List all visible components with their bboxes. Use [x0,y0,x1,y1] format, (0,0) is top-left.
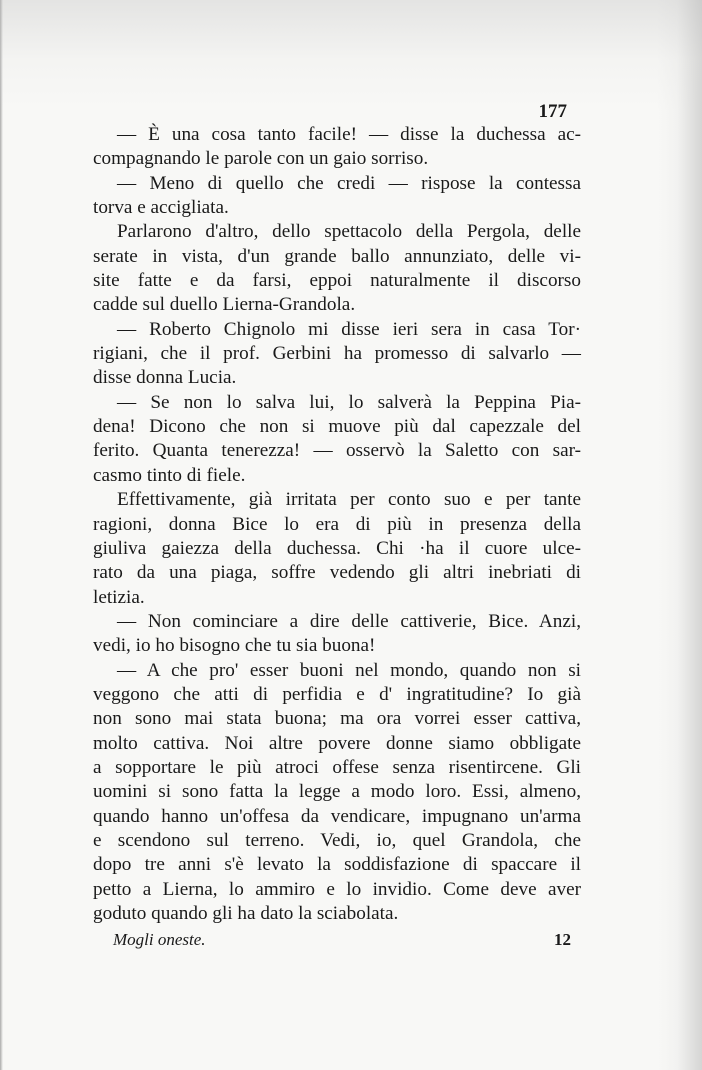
text-line: petto a Lierna, lo ammiro e lo invidio. Come deve aver [93,878,581,900]
body-text [93,123,581,926]
text-line: ragioni, donna Bice lo era di più in presenza della [93,513,581,535]
text-line: non sono mai stata buona; ma ora vorrei esser cattiva, [93,708,581,730]
text-line: cadde sul duello Lierna-Grandola. [93,294,356,316]
text-line: site fatte e da farsi, eppoi naturalmente il discorso [93,270,581,292]
footer-book-title: Mogli oneste. [113,930,206,949]
text-line: dopo tre anni s'è levato la soddisfazione di spaccare il [93,854,581,876]
footer-signature-mark: 12 [554,930,571,949]
text-line: giuliva gaiezza della duchessa. Chi ·ha il cuore ulce- [93,537,581,559]
page-number: 177 [538,101,567,122]
text-line: — Meno di quello che credi — rispose la contessa [117,172,581,194]
text-line: vedi, io ho bisogno che tu sia buona! [93,635,376,657]
page-footer [93,930,581,954]
text-line: Effettivamente, già irritata per conto suo e per tante [117,489,581,511]
text-line: rigiani, che il prof. Gerbini ha promesso di salvarlo — [93,343,581,365]
text-line: uomini si sono fatta la legge a modo loro. Essi, almeno, [93,781,581,803]
text-line: a sopportare le più atroci offese senza risentircene. Gli [93,756,581,778]
text-line: compagnando le parole con un gaio sorriso. [93,148,429,170]
text-line: casmo tinto di fiele. [93,464,246,486]
text-line: goduto quando gli ha dato la sciabolata. [93,903,399,924]
text-line: e scendono sul terreno. Vedi, io, quel Grandola, che [93,829,581,851]
text-line: molto cattiva. Noi altre povere donne siamo obbligate [93,732,581,754]
text-line: letizia. [93,586,145,608]
text-line: rato da una piaga, soffre vedendo gli altri inebriati di [93,562,581,584]
text-line: dena! Dicono che non si muove più dal capezzale del [93,416,581,438]
text-line: disse donna Lucia. [93,367,237,389]
text-line: Parlarono d'altro, dello spettacolo della Pergola, delle [117,221,581,243]
text-line: torva e accigliata. [93,197,229,219]
text-line: — Non cominciare a dire delle cattiverie, Bice. Anzi, [117,610,581,632]
text-line: serate in vista, d'un grande ballo annunziato, delle vi- [93,245,581,267]
text-line: — Se non lo salva lui, lo salverà la Peppina Pia- [117,391,581,413]
text-line: — È una cosa tanto facile! — disse la duchessa ac- [117,124,581,145]
text-line: ferito. Quanta tenerezza! — osservò la Saletto con sar- [93,440,581,462]
text-line: — Roberto Chignolo mi disse ieri sera in casa Tor· [117,318,581,340]
text-line: — A che pro' esser buoni nel mondo, quando non si [117,659,581,681]
text-line: quando hanno un'offesa da vendicare, impugnano un'arma [93,805,581,827]
text-line: veggono che atti di perfidia e d' ingratitudine? Io già [93,683,581,705]
